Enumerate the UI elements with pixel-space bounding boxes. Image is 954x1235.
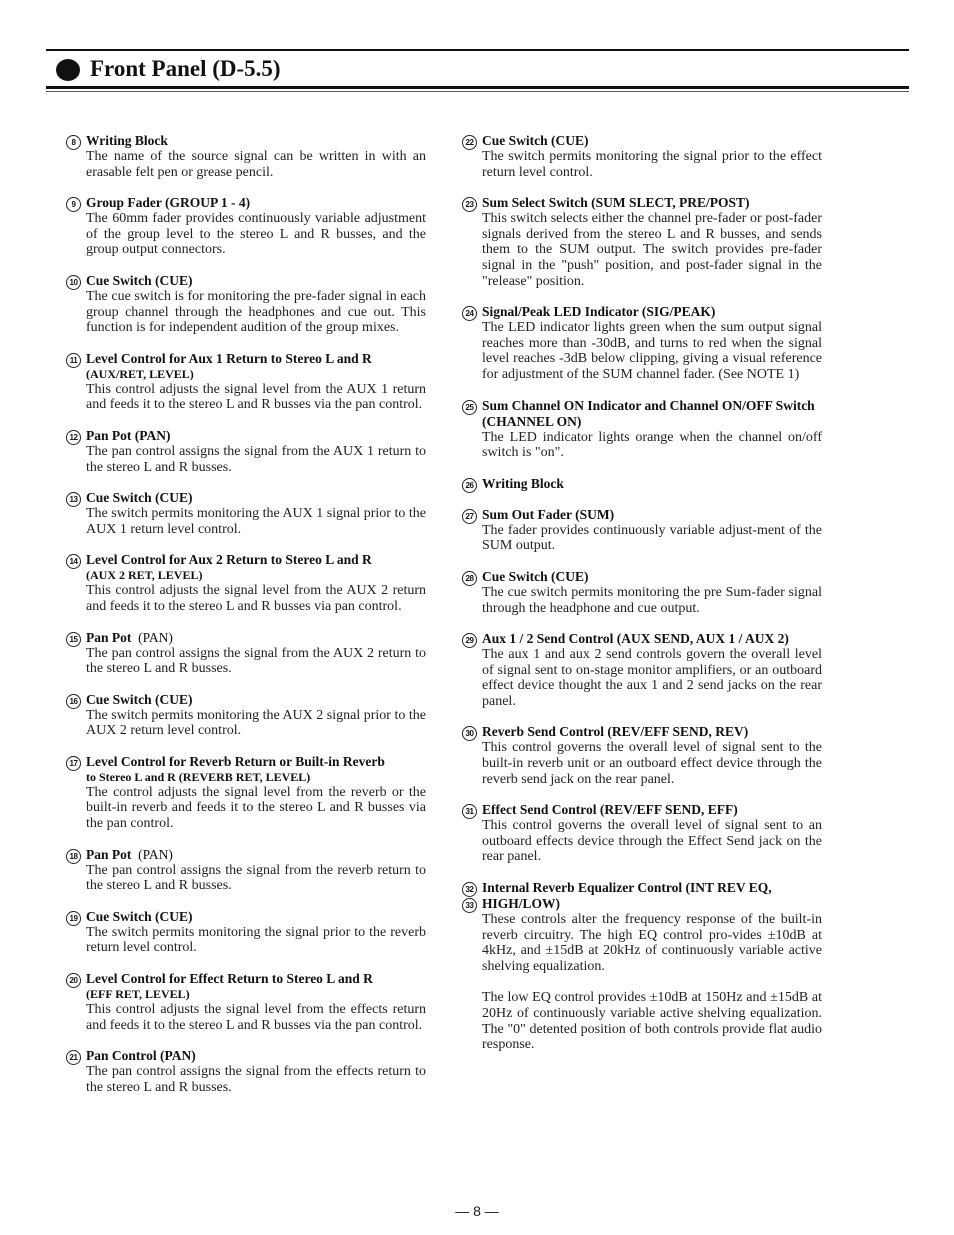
feature-heading [86,273,426,289]
feature-heading-plain: (PAN) [138,846,173,862]
feature-heading [86,971,426,987]
feature-entry [66,971,426,1033]
callout-number-icon: 21 [66,1050,81,1065]
feature-entry [462,195,822,289]
feature-description: The name of the source signal can be written in with an erasable felt pen or grease pencil. [86,149,426,180]
feature-description: The 60mm fader provides continuously variable adjustment of the group level to the stereo L and R busses, and the group output connectors. [86,211,426,258]
feature-description: This control adjusts the signal level from the effects return and feeds it to the stereo L and R busses via the pan control. [86,1002,426,1033]
feature-entry [462,398,822,461]
feature-description: The pan control assigns the signal from the reverb return to the stereo L and R busses. [86,862,426,894]
feature-heading-text: Sum Out Fader (SUM) [482,506,615,522]
feature-description: The LED indicator lights orange when the channel on/off switch is "on". [482,429,822,461]
feature-entry [462,133,822,180]
callout-number-icon: 13 [66,492,81,507]
feature-entry [66,1048,426,1095]
feature-heading [86,1048,426,1064]
feature-heading [86,490,426,506]
feature-description: These controls alter the frequency response of the built-in reverb circuitry. The high EQ control pro-vides ±10dB at 4kHz, and ±15dB at 20kHz of continuously variable active shelving equalization. [482,912,822,974]
feature-heading [86,754,426,770]
feature-description: This control adjusts the signal level from the AUX 1 return and feeds it to the stereo L and R busses via the pan control. [86,381,426,413]
feature-entry [66,754,426,832]
callout-number-icon: 32 [462,882,477,897]
feature-heading-text: Reverb Send Control (REV/EFF SEND, REV) [482,724,749,740]
feature-heading-plain: (PAN) [138,629,173,645]
feature-description: The switch permits monitoring the signal prior to the effect return level control. [482,149,822,180]
callout-number-icon: 28 [462,571,477,586]
feature-description: This control adjusts the signal level from the AUX 2 return and feeds it to the stereo L and R busses via pan control. [86,583,426,614]
callout-number-icon: 15 [66,632,81,647]
feature-heading [482,569,822,585]
callout-number-icon: 22 [462,135,477,150]
feature-entry [66,351,426,413]
feature-heading-text: Effect Send Control (REV/EFF SEND, EFF) [482,802,738,818]
header-rule-bottom [46,86,909,89]
feature-heading-text: Cue Switch (CUE) [86,691,193,707]
feature-heading-text: Writing Block [482,475,564,491]
feature-heading-text: Level Control for Aux 1 Return to Stereo L and R [86,350,372,366]
feature-entry [66,133,426,180]
callout-number-icon: 11 [66,353,81,368]
left-column [66,133,426,1110]
feature-description: The pan control assigns the signal from the AUX 1 return to the stereo L and R busses. [86,443,426,475]
feature-heading [86,630,426,646]
feature-entry [66,490,426,537]
callout-number-icon: 18 [66,849,81,864]
right-column [462,133,822,1068]
feature-heading [482,195,822,211]
feature-heading-text: Aux 1 / 2 Send Control (AUX SEND, AUX 1 / AUX 2) [482,631,789,647]
callout-number-icon: 29 [462,633,477,648]
feature-entry [462,569,822,616]
feature-heading [482,724,822,740]
feature-heading-text: Internal Reverb Equalizer Control (INT REV EQ, HIGH/LOW) [482,880,772,912]
callout-number-icon: 25 [462,400,477,415]
feature-description: The switch permits monitoring the signal prior to the reverb return level control. [86,924,426,956]
feature-heading [86,133,426,149]
feature-heading [86,195,426,211]
callout-number-icon: 24 [462,306,477,321]
feature-entry [462,802,822,865]
feature-heading [482,507,822,523]
feature-subheading: (AUX/RET, LEVEL) [86,366,194,381]
feature-heading [86,428,426,444]
feature-heading-text: Group Fader (GROUP 1 - 4) [86,195,251,211]
feature-description: The low EQ control provides ±10dB at 150Hz and ±15dB at 20Hz of continuously variable active shelving equalization. The "0" detented position of both controls provide flat audio response. [482,990,822,1053]
feature-description: The cue switch permits monitoring the pre Sum-fader signal through the headphone and cue output. [482,584,822,616]
feature-entry [462,476,822,492]
feature-heading [86,351,426,367]
feature-heading [86,692,426,708]
feature-description: This switch selects either the channel pre-fader or post-fader signals derived from the stereo L and R busses, and sends them to the SUM output. The switch provides pre-fader signal in the "push" position, and post-fader signal in the "release" position. [482,211,822,289]
callout-number-icon: 27 [462,509,477,524]
feature-subheading: (AUX 2 RET, LEVEL) [86,568,203,583]
section-bullet-icon [56,59,80,81]
callout-number-icon: 14 [66,554,81,569]
feature-heading-text: Signal/Peak LED Indicator (SIG/PEAK) [482,304,716,320]
feature-heading-text: Cue Switch (CUE) [86,272,193,288]
feature-heading-text: Writing Block [86,133,168,148]
feature-heading-text: Cue Switch (CUE) [86,490,193,506]
callout-number-icon: 16 [66,694,81,709]
feature-description: The switch permits monitoring the AUX 2 signal prior to the AUX 2 return level control. [86,707,426,739]
callout-number-icon: 30 [462,726,477,741]
callout-number-icon: 17 [66,756,81,771]
feature-entry [462,724,822,787]
feature-heading [482,398,822,430]
feature-description: The pan control assigns the signal from the AUX 2 return to the stereo L and R busses. [86,645,426,677]
feature-heading-text: Level Control for Reverb Return or Built-in Reverb [86,753,385,769]
feature-heading [86,847,426,863]
page-number: — 8 — [455,1203,499,1219]
feature-entry [66,847,426,894]
feature-subheading: (EFF RET, LEVEL) [86,987,190,1002]
feature-description: The cue switch is for monitoring the pre-fader signal in each group channel through the headphones and cue out. This function is for independent audition of the group mixes. [86,288,426,336]
callout-number-icon: 33 [462,898,477,913]
callout-number-icon: 12 [66,430,81,445]
feature-heading [482,476,822,492]
feature-description: The fader provides continuously variable adjust-ment of the SUM output. [482,522,822,554]
feature-heading [482,631,822,647]
callout-number-icon: 9 [66,197,81,212]
feature-entry [462,880,822,1053]
feature-subheading: to Stereo L and R (REVERB RET, LEVEL) [86,769,311,784]
feature-entry [66,630,426,677]
feature-entry [66,273,426,336]
header-rule-top [46,49,909,51]
feature-heading [482,133,822,149]
feature-heading-text: Cue Switch (CUE) [482,133,589,148]
callout-number-icon: 23 [462,197,477,212]
feature-description: The control adjusts the signal level from the reverb or the built-in reverb and feeds it to the stereo L and R busses via the pan control. [86,784,426,832]
feature-description: This control governs the overall level of signal sent to an outboard effects device through the Effect Send jack on the rear panel. [482,818,822,865]
feature-heading-text: Pan Pot [86,846,132,862]
callout-number-icon: 20 [66,973,81,988]
feature-heading-text: Sum Channel ON Indicator and Channel ON/OFF Switch (CHANNEL ON) [482,397,815,429]
feature-heading [86,552,426,568]
feature-heading-text: Pan Control (PAN) [86,1048,196,1064]
feature-heading-text: Sum Select Switch (SUM SLECT, PRE/POST) [482,195,750,211]
feature-entry [66,692,426,739]
feature-heading [86,909,426,925]
feature-heading-text: Pan Pot (PAN) [86,427,171,443]
feature-description: The switch permits monitoring the AUX 1 signal prior to the AUX 1 return level control. [86,506,426,537]
feature-heading-text: Cue Switch (CUE) [86,908,193,924]
feature-entry [66,909,426,956]
feature-heading-text: Level Control for Effect Return to Stereo L and R [86,971,373,987]
callout-number-icon: 31 [462,804,477,819]
feature-entry [462,507,822,554]
callout-number-icon: 19 [66,911,81,926]
feature-entry [462,631,822,709]
feature-heading-text: Level Control for Aux 2 Return to Stereo L and R [86,552,372,568]
feature-heading-text: Cue Switch (CUE) [482,568,589,584]
feature-entry [66,195,426,258]
page-title: Front Panel (D-5.5) [90,56,281,81]
header-rule-bottom-thin [46,91,909,92]
feature-entry [66,428,426,475]
feature-heading [482,880,822,912]
callout-number-icon: 26 [462,478,477,493]
feature-description: The LED indicator lights green when the sum output signal reaches more than -30dB, and turns to red when the signal level reaches -3dB below clipping, giving a visual reference for adjustment of the SUM channel fader. (See NOTE 1) [482,320,822,382]
feature-entry [66,552,426,614]
feature-description: The aux 1 and aux 2 send controls govern the overall level of signal sent to on-stage monitor amplifiers, or an outboard effect device thought the aux 1 and 2 send jacks on the rear panel. [482,647,822,709]
feature-description: This control governs the overall level of signal sent to the built-in reverb unit or an outboard effect device through the reverb send jack on the rear panel. [482,740,822,787]
feature-entry [462,304,822,382]
feature-description: The pan control assigns the signal from the effects return to the stereo L and R busses. [86,1064,426,1095]
callout-number-icon: 10 [66,275,81,290]
feature-heading [482,304,822,320]
feature-heading-text: Pan Pot [86,629,132,645]
feature-heading [482,802,822,818]
callout-number-icon: 8 [66,135,81,150]
